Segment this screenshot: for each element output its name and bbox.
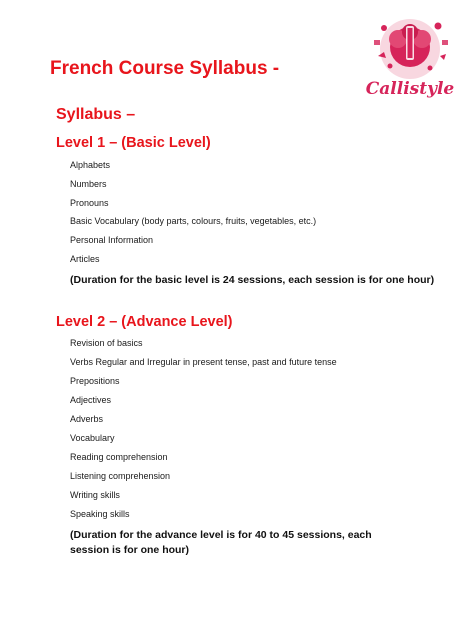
list-item: Numbers (70, 178, 107, 189)
logo-wordmark: Callistyle (365, 79, 455, 99)
level-1-heading: Level 1 – (Basic Level) (56, 135, 211, 151)
syllabus-heading: Syllabus – (56, 106, 136, 123)
list-item: Speaking skills (70, 509, 130, 519)
level-2-heading: Level 2 – (Advance Level) (56, 314, 233, 330)
list-item: Vocabulary (70, 433, 115, 443)
list-item: Basic Vocabulary (body parts, colours, fruits, vegetables, etc.) (70, 216, 317, 227)
list-item: Pronouns (70, 197, 109, 208)
list-item: Prepositions (70, 376, 120, 386)
list-item: Adjectives (70, 395, 112, 405)
list-item: Articles (70, 253, 100, 264)
callistyle-logo (360, 14, 460, 104)
document-title: French Course Syllabus - (50, 58, 280, 79)
list-item: Verbs Regular and Irregular in present tense, past and future tense (70, 357, 337, 367)
list-item: Reading comprehension (70, 452, 168, 462)
list-item: Revision of basics (70, 338, 143, 348)
list-item: Adverbs (70, 414, 104, 424)
list-item: Personal Information (70, 235, 154, 246)
list-item: Listening comprehension (70, 471, 171, 481)
level-2-duration-note: (Duration for the advance level is for 40 to 45 sessions, each session is for one hour) (70, 529, 372, 556)
level-1-duration-note: (Duration for the basic level is 24 sessions, each session is for one hour) (70, 274, 435, 286)
level-2-topic-list (70, 338, 337, 528)
list-item: Alphabets (70, 160, 111, 170)
level-1-topic-list (70, 160, 316, 273)
list-item: Writing skills (70, 490, 120, 500)
